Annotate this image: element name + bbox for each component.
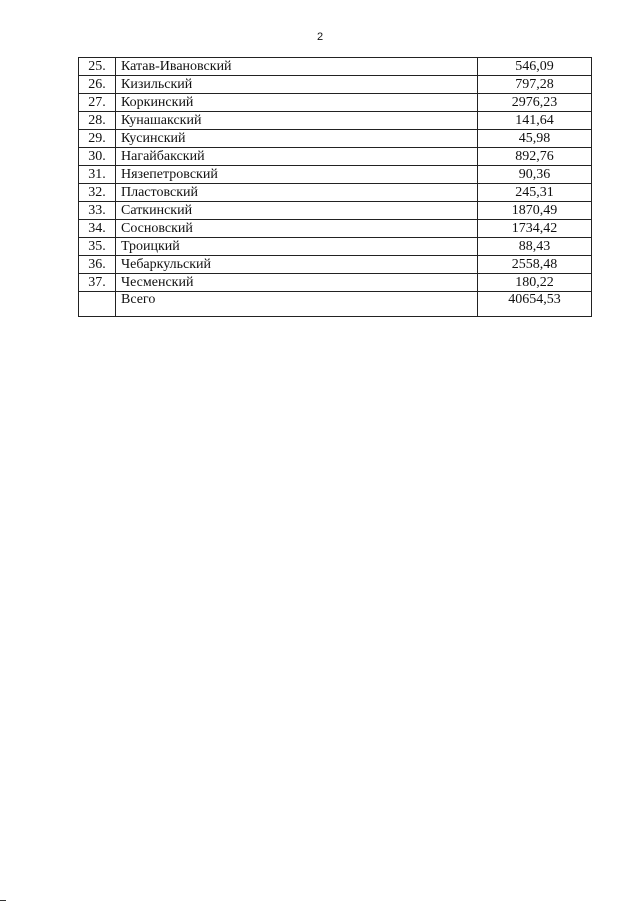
region-name: Кизильский [116, 76, 478, 94]
region-name: Чесменский [116, 274, 478, 292]
region-value: 45,98 [478, 130, 592, 148]
scan-edge-mark [0, 900, 6, 901]
region-name: Кунашакский [116, 112, 478, 130]
row-number: 28. [79, 112, 116, 130]
region-value: 1734,42 [478, 220, 592, 238]
table-row [79, 130, 592, 148]
region-value: 1870,49 [478, 202, 592, 220]
table-row [79, 256, 592, 274]
table-row [79, 202, 592, 220]
region-name: Сосновский [116, 220, 478, 238]
row-number: 25. [79, 58, 116, 76]
total-row [79, 292, 592, 317]
region-name: Нагайбакский [116, 148, 478, 166]
table-row [79, 184, 592, 202]
region-value: 180,22 [478, 274, 592, 292]
table-row [79, 148, 592, 166]
table-row [79, 58, 592, 76]
regions-table [78, 57, 592, 317]
row-number: 34. [79, 220, 116, 238]
region-name: Троицкий [116, 238, 478, 256]
table-row [79, 274, 592, 292]
row-number: 29. [79, 130, 116, 148]
region-value: 892,76 [478, 148, 592, 166]
row-number: 30. [79, 148, 116, 166]
region-name: Чебаркульский [116, 256, 478, 274]
row-number: 37. [79, 274, 116, 292]
region-name: Кусинский [116, 130, 478, 148]
region-value: 546,09 [478, 58, 592, 76]
region-name: Нязепетровский [116, 166, 478, 184]
total-row-number [79, 292, 116, 317]
row-number: 33. [79, 202, 116, 220]
region-name: Пластовский [116, 184, 478, 202]
region-value: 90,36 [478, 166, 592, 184]
region-value: 245,31 [478, 184, 592, 202]
row-number: 35. [79, 238, 116, 256]
table-row [79, 112, 592, 130]
row-number: 32. [79, 184, 116, 202]
region-value: 2558,48 [478, 256, 592, 274]
page-number: 2 [316, 31, 324, 43]
row-number: 26. [79, 76, 116, 94]
region-name: Катав-Ивановский [116, 58, 478, 76]
row-number: 31. [79, 166, 116, 184]
table-row [79, 220, 592, 238]
region-name: Саткинский [116, 202, 478, 220]
region-value: 88,43 [478, 238, 592, 256]
total-value: 40654,53 [478, 292, 592, 317]
region-name: Коркинский [116, 94, 478, 112]
total-label: Всего [116, 292, 478, 317]
region-value: 141,64 [478, 112, 592, 130]
region-value: 2976,23 [478, 94, 592, 112]
row-number: 36. [79, 256, 116, 274]
table-row [79, 94, 592, 112]
table-row [79, 238, 592, 256]
row-number: 27. [79, 94, 116, 112]
table-row [79, 76, 592, 94]
table-row [79, 166, 592, 184]
region-value: 797,28 [478, 76, 592, 94]
